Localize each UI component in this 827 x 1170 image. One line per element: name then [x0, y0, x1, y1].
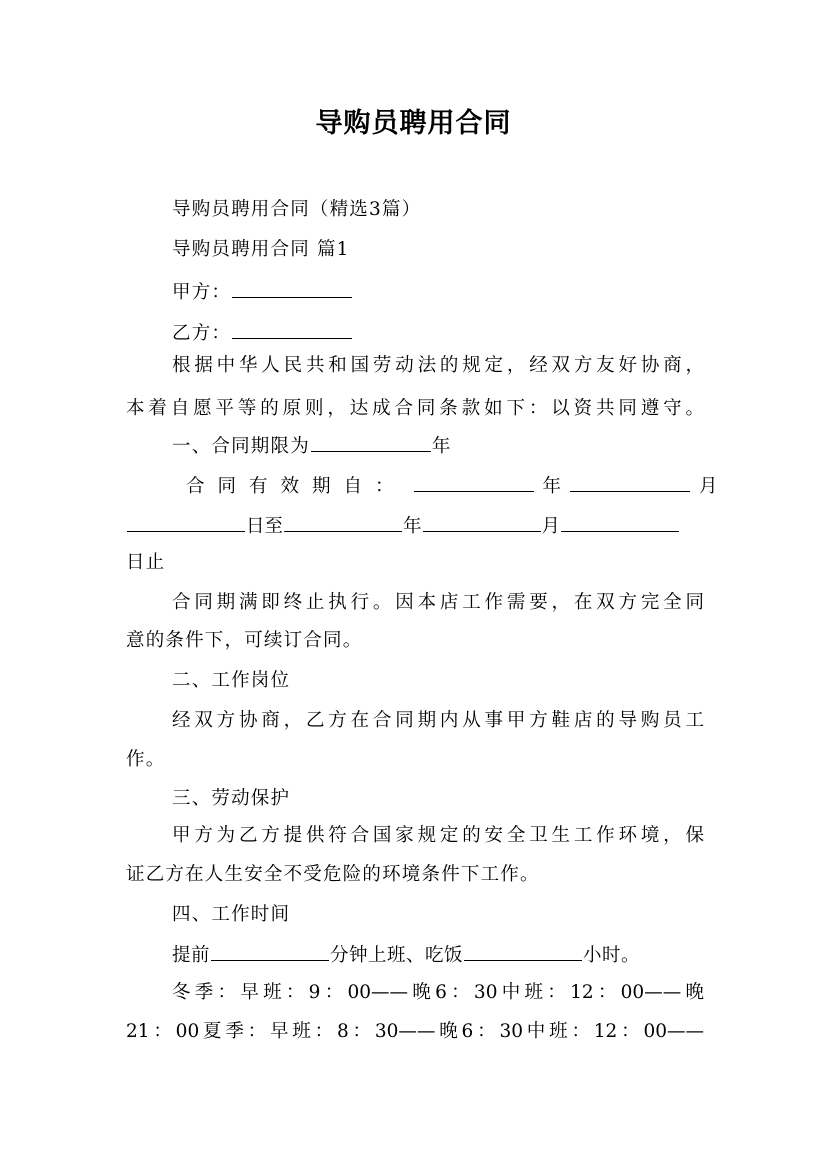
paragraph-line: 证乙方在人生安全不受危险的环境条件下工作。 [126, 864, 540, 885]
paragraph-line: 合同期满即终止执行。因本店工作需要，在双方完全同 [172, 592, 704, 613]
validity-end-line [126, 511, 704, 539]
validity-label: 合同有效期自： [186, 476, 407, 497]
start-year-blank [414, 471, 534, 492]
subtitle-line: 导购员聘用合同（精选3篇） [172, 199, 422, 220]
paragraph-line: 甲方为乙方提供符合国家规定的安全卫生工作环境，保 [172, 825, 704, 846]
term-line [172, 431, 704, 459]
end-day-blank [561, 511, 679, 532]
time-line [172, 940, 704, 968]
party-b-label: 乙方： [172, 323, 232, 344]
month-label: 月 [699, 476, 718, 497]
paragraph-line: 根据中华人民共和国劳动法的规定，经双方友好协商， [172, 355, 704, 376]
minutes-blank [211, 940, 329, 961]
validity-line [186, 471, 718, 499]
early-label: 提前 [172, 945, 211, 966]
party-a-label: 甲方： [172, 282, 232, 303]
end-day-line: 日止 [126, 552, 166, 573]
paragraph-line: 本着自愿平等的原则，达成合同条款如下：以资共同遵守。 [126, 398, 704, 419]
section-heading: 三、劳动保护 [172, 788, 291, 809]
hours-label: 小时。 [583, 945, 641, 966]
party-a-blank [232, 277, 352, 298]
party-a-line [172, 277, 704, 305]
to-label: 日至 [246, 516, 284, 537]
meal-hours-blank [464, 940, 582, 961]
start-day-blank [127, 511, 245, 532]
section-heading: 四、工作时间 [172, 904, 291, 925]
party-b-blank [232, 318, 352, 339]
paragraph-line: 作。 [126, 749, 166, 770]
end-year-blank [284, 511, 402, 532]
meal-label: 分钟上班、吃饭 [330, 945, 464, 966]
schedule-line: 冬季：早班：9：00——晚6：30中班：12：00——晚 [172, 982, 704, 1003]
year-label: 年 [403, 516, 422, 537]
end-month-blank [423, 511, 541, 532]
term-label: 一、合同期限为 [172, 436, 310, 457]
paragraph-line: 意的条件下，可续订合同。 [126, 630, 363, 651]
schedule-line: 21：00夏季：早班：8：30——晚6：30中班：12：00—— [126, 1021, 704, 1042]
start-month-blank [570, 471, 690, 492]
section-heading: 二、工作岗位 [172, 670, 291, 691]
paragraph-line: 经双方协商，乙方在合同期内从事甲方鞋店的导购员工 [172, 710, 704, 731]
year-label: 年 [431, 436, 452, 457]
section-heading: 导购员聘用合同 篇1 [172, 239, 350, 260]
document-title: 导购员聘用合同 [315, 108, 512, 139]
term-years-blank [311, 431, 431, 452]
year-label: 年 [542, 476, 562, 497]
month-label: 月 [541, 516, 561, 537]
party-b-line [172, 318, 704, 346]
